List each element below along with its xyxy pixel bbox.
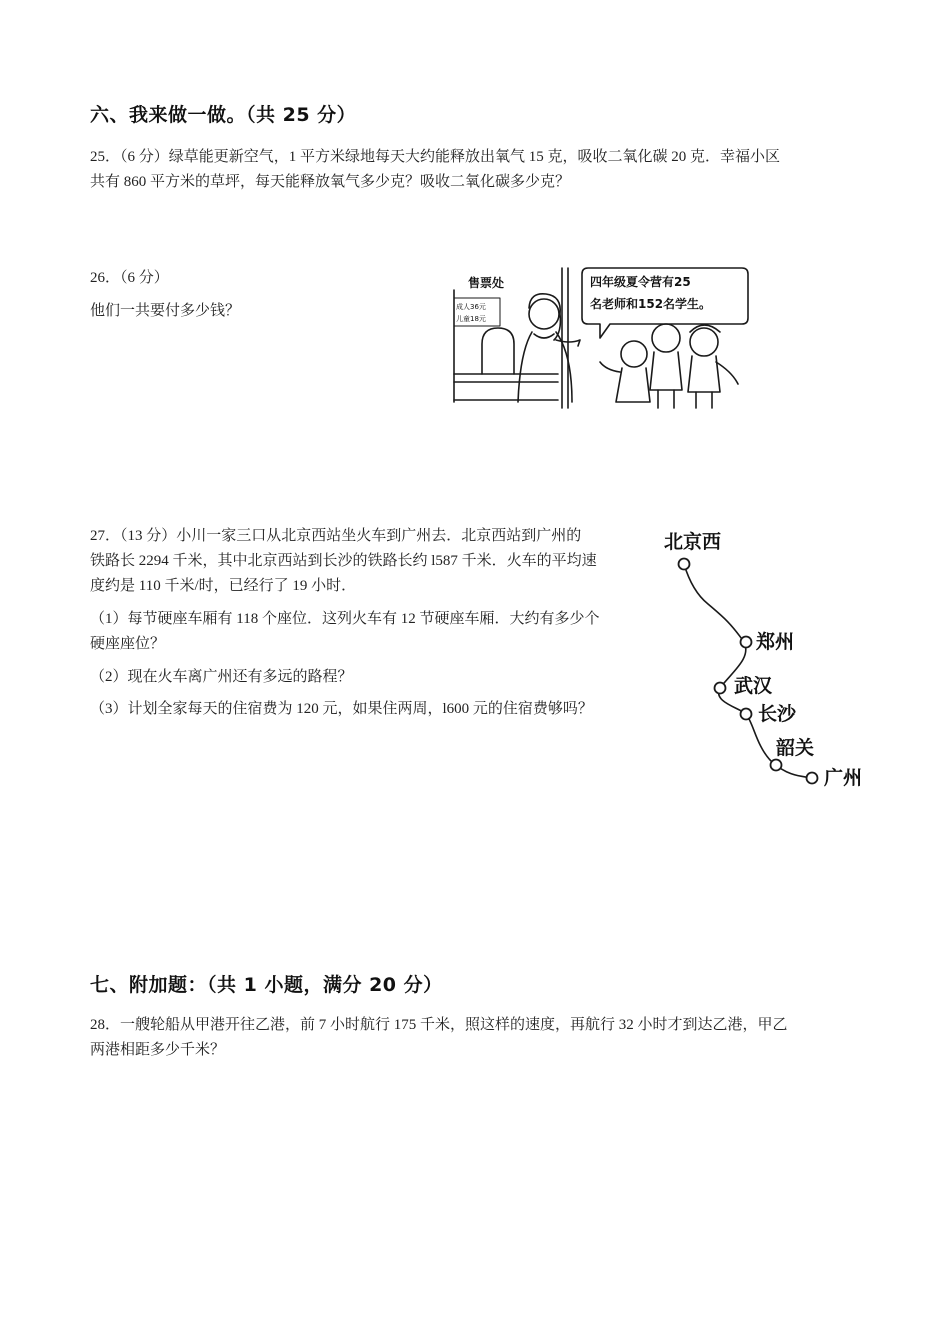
q27-sub3: （3）计划全家每天的住宿费为 120 元，如果住两周，l600 元的住宿费够吗？ [90, 701, 593, 717]
q25-line-1: 25．（6 分）绿草能更新空气，1 平方米绿地每天大约能释放出氧气 15 克，吸收二氧化碳 20 克．幸福小区 [90, 149, 781, 165]
station-label-changsha: 长沙 [758, 703, 797, 725]
q27-sub2: （2）现在火车离广州还有多远的路程？ [90, 669, 353, 685]
q27-line-2: 铁路长 2294 千米，其中北京西站到长沙的铁路长约 l587 千米．火车的平均速 [90, 553, 597, 569]
bubble-line-2: 名老师和152名学生。 [590, 297, 712, 311]
q28-line-2: 两港相距多少千米？ [90, 1042, 226, 1058]
q27-line-3: 度约是 110 千米/时，已经行了 19 小时． [90, 578, 357, 594]
adult-price: 成人36元 [456, 303, 486, 311]
q27-sub1-line-1: （1）每节硬座车厢有 118 个座位．这列火车有 12 节硬座车厢．大约有多少个 [90, 611, 600, 627]
station-dot-beijingxi [679, 559, 690, 570]
ticket-sign: 售票处 [468, 276, 505, 290]
station-label-guangzhou: 广州 [824, 767, 863, 789]
station-dot-changsha [741, 709, 752, 720]
q28-line-1: 28．一艘轮船从甲港开往乙港，前 7 小时航行 175 千米，照这样的速度，再航行 32 小时才到达乙港，甲乙 [90, 1017, 788, 1033]
station-dot-guangzhou [807, 773, 818, 784]
q25-line-2: 共有 860 平方米的草坪，每天能释放氧气多少克？吸收二氧化碳多少克？ [90, 174, 571, 190]
bubble-line-1: 四年级夏令营有25 [590, 275, 691, 289]
station-label-beijingxi: 北京西 [664, 531, 722, 553]
q26-question: 他们一共要付多少钱？ [90, 303, 241, 319]
station-label-shaoguan: 韶关 [776, 737, 815, 759]
q27-line-1: 27．（13 分）小川一家三口从北京西站坐火车到广州去．北京西站到广州的 [90, 528, 582, 544]
station-dot-zhengzhou [741, 637, 752, 648]
q27-sub1-line-2: 硬座座位？ [90, 636, 166, 652]
station-dot-wuhan [715, 683, 726, 694]
section-6-heading: 六、我来做一做。（共 25 分） [90, 104, 357, 126]
q26-number: 26．（6 分） [90, 270, 169, 286]
child-price: 儿童18元 [456, 315, 486, 323]
ticket-office-illustration [450, 262, 750, 412]
station-label-zhengzhou: 郑州 [756, 631, 795, 653]
railway-route-map [660, 524, 875, 794]
station-dot-shaoguan [771, 760, 782, 771]
section-7-heading: 七、附加题：（共 1 小题，满分 20 分） [90, 974, 443, 996]
station-label-wuhan: 武汉 [734, 675, 773, 697]
